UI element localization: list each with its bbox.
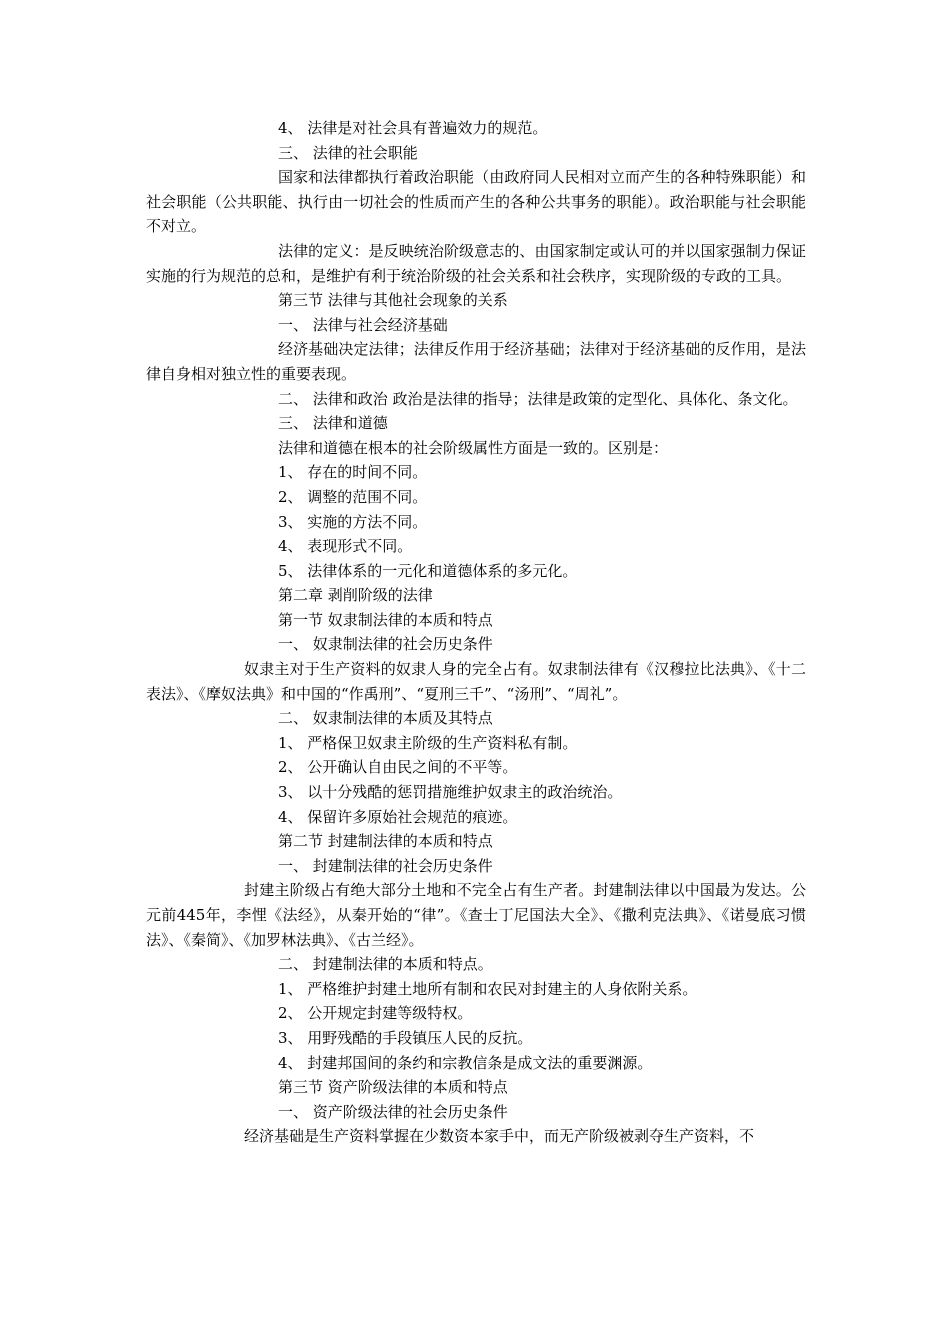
section-heading: 第三节 资产阶级法律的本质和特点 [278, 1078, 508, 1097]
section-heading: 三、 法律和道德 [278, 414, 388, 433]
list-item: 3、 以十分残酷的惩罚措施维护奴隶主的政治统治。 [278, 783, 623, 802]
section-heading: 第一节 奴隶制法律的本质和特点 [278, 610, 493, 629]
section-heading: 第二节 封建制法律的本质和特点 [278, 832, 493, 851]
document-page [146, 116, 806, 1149]
paragraph: 二、 法律和政治 政治是法律的指导；法律是政策的定型化、具体化、条文化。 [278, 389, 798, 408]
list-item: 2、 公开确认自由民之间的不平等。 [278, 758, 518, 777]
section-heading: 一、 奴隶制法律的社会历史条件 [278, 635, 493, 654]
paragraph: 国家和法律都执行着政治职能（由政府同人民相对立而产生的各种特殊职能）和社会职能（公共职能、执行由一切社会的性质而产生的各种公共事务的职能）。政治职能与社会职能不对立。 [146, 168, 806, 236]
list-item: 1、 存在的时间不同。 [278, 463, 428, 482]
section-heading: 一、 封建制法律的社会历史条件 [278, 856, 493, 875]
paragraph: 经济基础决定法律；法律反作用于经济基础；法律对于经济基础的反作用，是法律自身相对独立性的重要表现。 [146, 340, 806, 383]
paragraph: 法律的定义：是反映统治阶级意志的、由国家制定或认可的并以国家强制力保证实施的行为规范的总和，是维护有利于统治阶级的社会关系和社会秩序，实现阶级的专政的工具。 [146, 241, 806, 285]
list-item: 5、 法律体系的一元化和道德体系的多元化。 [278, 561, 578, 580]
section-heading: 二、 封建制法律的本质和特点。 [278, 955, 493, 974]
list-item: 3、 用野残酷的手段镇压人民的反抗。 [278, 1028, 533, 1047]
list-item: 1、 严格维护封建土地所有制和农民对封建主的人身依附关系。 [278, 979, 698, 998]
paragraph: 经济基础是生产资料掌握在少数资本家手中，而无产阶级被剥夺生产资料，不 [244, 1127, 755, 1146]
text-line: 法律和道德在根本的社会阶级属性方面是一致的。区别是： [278, 438, 669, 457]
list-item: 2、 调整的范围不同。 [278, 487, 428, 506]
list-item: 4、 保留许多原始社会规范的痕迹。 [278, 807, 518, 826]
text-line: 4、 法律是对社会具有普遍效力的规范。 [278, 119, 548, 137]
list-item: 4、 封建邦国间的条约和宗教信条是成文法的重要渊源。 [278, 1053, 653, 1072]
section-heading: 第三节 法律与其他社会现象的关系 [278, 291, 508, 310]
list-item: 4、 表现形式不同。 [278, 537, 413, 556]
section-heading: 一、 资产阶级法律的社会历史条件 [278, 1102, 508, 1121]
section-heading: 一、 法律与社会经济基础 [278, 315, 448, 334]
paragraph: 封建主阶级占有绝大部分土地和不完全占有生产者。封建制法律以中国最为发达。公元前445年，李悝《法经》，从秦开始的“律”。《查士丁尼国法大全》、《撒利克法典》、《诺曼底习惯法》、《秦简》、《加罗林法典》、《古兰经》。 [146, 881, 806, 949]
list-item: 1、 严格保卫奴隶主阶级的生产资料私有制。 [278, 733, 578, 752]
list-item: 3、 实施的方法不同。 [278, 512, 428, 531]
chapter-heading: 第二章 剥削阶级的法律 [278, 586, 433, 605]
section-heading: 二、 奴隶制法律的本质及其特点 [278, 709, 493, 728]
paragraph: 奴隶主对于生产资料的奴隶人身的完全占有。奴隶制法律有《汉穆拉比法典》、《十二表法》、《摩奴法典》和中国的“作禹刑”、“夏刑三千”、“汤刑”、“周礼”。 [146, 660, 806, 703]
section-heading: 三、 法律的社会职能 [278, 143, 418, 162]
list-item: 2、 公开规定封建等级特权。 [278, 1004, 473, 1023]
